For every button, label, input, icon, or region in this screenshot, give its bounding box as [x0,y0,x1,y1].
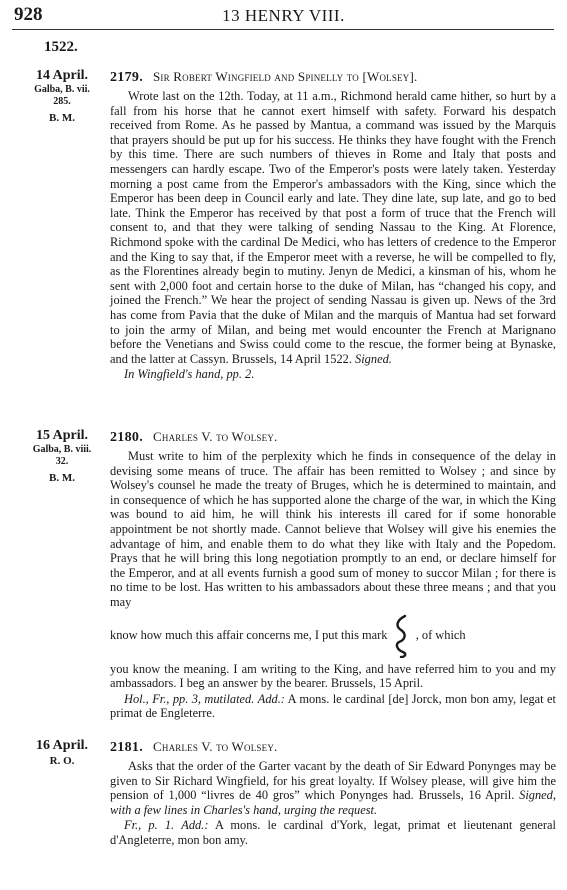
entry-text-continued: you know the meaning. I am writing to the King, and have referred him to you and my ambassadors. I beg an answer by the bearer. Brussels, 15 April. [110,661,556,691]
entry-note: In Wingfield's hand, pp. 2. [124,367,255,382]
entry-headline [110,739,550,756]
entry-margin [22,68,102,125]
manuscript-ref: Galba, B. vii. [34,84,90,95]
entry-date: 14 April. [35,68,89,83]
address-label: Add.: [257,691,285,706]
entry-body [110,89,556,382]
header-rule [12,29,554,30]
entry-number: 2181. [110,740,143,755]
entry-date: 15 April. [35,428,89,443]
entry-text: Wrote last on the 12th. Today, at 11 a.m., Richmond herald came hither, so hurt by a fall from his horse that he cannot exert himself with safety. Forward his despatch received from Rome. As he passed by Mantua, a command was issued by the Marquis that prayers should be put up for his success. He thinks they have fought with the French by this time. There are such numbers of thieves in Rome and Italy that posts and messengers can hardly escape. Two of the Emperor's posts were lately taken. Yesterday morning a post came from the Emperor's ambassadors with the King, since which the Emperor has been deep in Council early and late. They dine late, sup late, and go to bed late. Think the Emperor has received by that post a form of truce that the French will consent to, and that they were talking of sending Nassau to the King. At Florence, Richmond spoke with the cardinal De Medici, who has letters of credence to the Emperor and the King to say that, if the Emperor meet with a reverse, he will be compelled to fly, as the Florentines already begin to mutiny. Jenyn de Medici, a kinsman of his, whom he sent with 2,000 foot and certain horse to the duke of Milan, has “changed his copy, and joined the French.” We hear the project of sending Nassau is given up. News of the 3rd has come from Pavia that the duke of Milan and the marquis of Mantua had set forward to join the army of Milan, and being met would encounter the French at Marignano before the Venetians and Swiss could come to the rescue, the former being at Bynaske, and the latter at Cassyn. Brussels, 14 April 1522. Signed. [110,89,556,366]
running-head: 13 HENRY VIII. [222,6,345,25]
entry-number: 2179. [110,70,143,85]
address-text: A mons. le cardinal [de] Jorck, mon bon amy, legat et primat de Engleterre. [110,691,556,721]
entry-note: Hol., Fr., pp. 3, mutilated. Add.: A mons. le cardinal [de] Jorck, mon bon amy, legat et primat de Engleterre. [110,691,556,721]
repository: B. M. [49,112,75,124]
page-number: 928 [14,4,43,25]
entry-title: Charles V. to Wolsey. [153,739,278,754]
manuscript-ref: Galba, B. viii. [32,444,92,455]
entry-body [110,449,556,721]
mark-line: know how much this affair concerns me, I put this mark , of which [110,614,556,658]
signed-note: Signed. [355,351,392,366]
entry-title: Sir Robert Wingfield and Spinelly to [Wolsey]. [153,69,418,84]
entry-text: Asks that the order of the Garter vacant by the death of Sir Edward Ponynges may be given to Sir Richard Wingfield, for his great loyalty. If Wolsey please, will give him the pension of 1,000 “livres de 40 gros” which Ponynges had. Brussels, 16 April. Signed, with a few lines in Charles's hand, urging the request. [110,759,556,817]
repository: R. O. [49,755,75,767]
entry-text: Must write to him of the perplexity which he finds in consequence of the delay in devising some means of truce. The affair has been remitted to Wolsey ; and since by Wolsey's counsel he made the treaty of Bruges, which he is determined to maintain, and in consequence of which he has supported alone the charge of the war, in which the King was bound to aid him, he will think his interests ill cared for if some honorable appointment be not shortly made. Cannot believe that Wolsey will give his enemies the advantage of him, and enable them to do what they like with Italy and the Popedom. Prays that he will bring this long negotiation promptly to an end, or declare himself for the Emperor, and at all events furnish a good sum of money to succor Milan ; for there is no time to be lost. Has written to his ambassadors about these three means ; and that you may [110,449,556,609]
manuscript-folio: 285. [53,96,71,107]
scribal-mark-icon [391,614,413,658]
entry-headline [110,429,550,446]
year-heading: 1522. [44,39,78,55]
repository: B. M. [49,472,75,484]
address-text: A mons. le cardinal d'York, legat, primat et lieutenant general d'Angleterre, mon bon amy. [110,818,556,847]
entry-title: Charles V. to Wolsey. [153,429,278,444]
entry-margin [22,738,102,768]
entry-number: 2180. [110,430,143,445]
entry-margin [22,428,102,485]
address-label: Add.: [181,818,209,833]
signed-note: Signed, with a few lines in Charles's hand, urging the request. [110,788,556,817]
entry-headline [110,69,550,86]
entry-body [110,759,556,848]
manuscript-folio: 32. [55,456,69,467]
entry-date: 16 April. [35,738,89,753]
entry-note: Fr., p. 1. Add.: A mons. le cardinal d'York, legat, primat et lieutenant general d'Angleterre, mon bon amy. [110,818,556,847]
